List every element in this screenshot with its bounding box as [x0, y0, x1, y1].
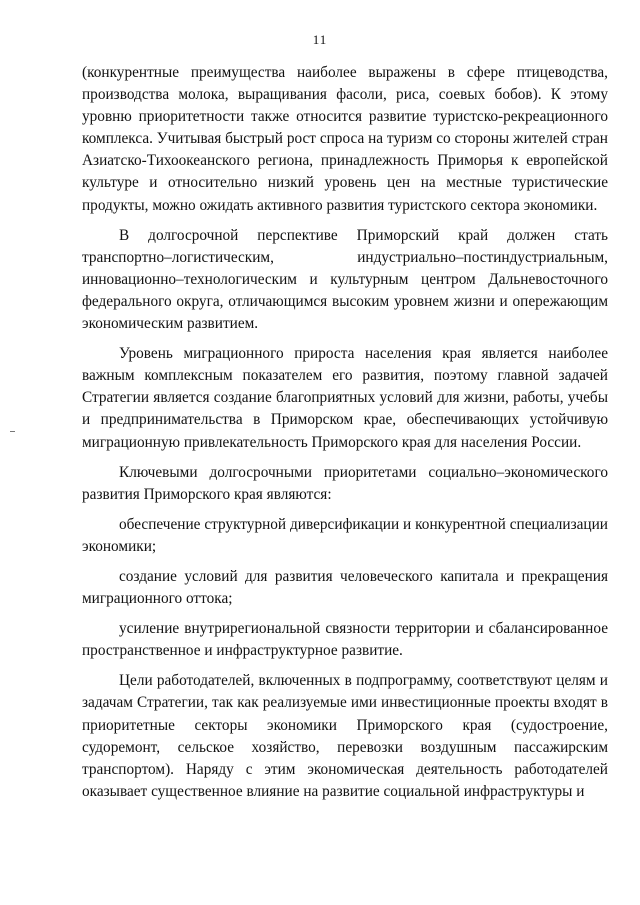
margin-mark: [10, 431, 15, 432]
paragraph-long-term-perspective: В долгосрочной перспективе Приморский край должен стать транспортно–логистическим, индустриально–постиндустриальным, инновационно–технологическим и культурным центром Дальневосточного федерального округа, отличающимся высоким уровнем жизни и опережающим экономическим развитием.: [82, 226, 608, 333]
paragraph-key-priorities-intro: Ключевыми долгосрочными приоритетами социально–экономического развития Приморского края являются:: [82, 463, 608, 503]
list-item-human-capital: создание условий для развития человеческого капитала и прекращения миграционного оттока;: [82, 567, 608, 608]
paragraph-continuation: (конкурентные преимущества наиболее выражены в сфере птицеводства, производства молока, выращивания фасоли, риса, соевых бобов). К этому уровню приоритетности также относится развитие туристско-рекреационного комплекса. Учитывая быстрый рост спроса на туризм со стороны жителей стран Азиатско-Тихоокеанского региона, принадлежность Приморья к европейской культуре и относительно низкий уровень цен на местные туристические продукты, можно ожидать активного развития туристского сектора экономики.: [82, 64, 608, 214]
paragraph-employer-goals: Цели работодателей, включенных в подпрограмму, соответствуют целям и задачам Стратегии, так как реализуемые ими инвестиционные проекты входят в приоритетные секторы экономики Приморского края (судостроение, судоремонт, сельское хозяйство, перевозки воздушным пассажирским транспортом). Наряду с этим экономическая деятельность работодателей оказывает существенное влияние на развитие социальной инфраструктуры и: [82, 672, 608, 800]
list-item-connectivity: усиление внутрирегиональной связности территории и сбалансированное пространственное и инфраструктурное развитие.: [82, 620, 608, 660]
page-number: 11: [312, 32, 328, 47]
list-item-diversification: обеспечение структурной диверсификации и конкурентной специализации экономики;: [82, 515, 608, 555]
body-text: [82, 62, 608, 803]
paragraph-migration-growth: Уровень миграционного прироста населения края является наиболее важным комплексным показателем его развития, поэтому главной задачей Стратегии является создание благоприятных условий для жизни, работы, учебы и предпринимательства в Приморском крае, обеспечивающих устойчивую миграционную привлекательность Приморского края для населения России.: [82, 345, 608, 451]
